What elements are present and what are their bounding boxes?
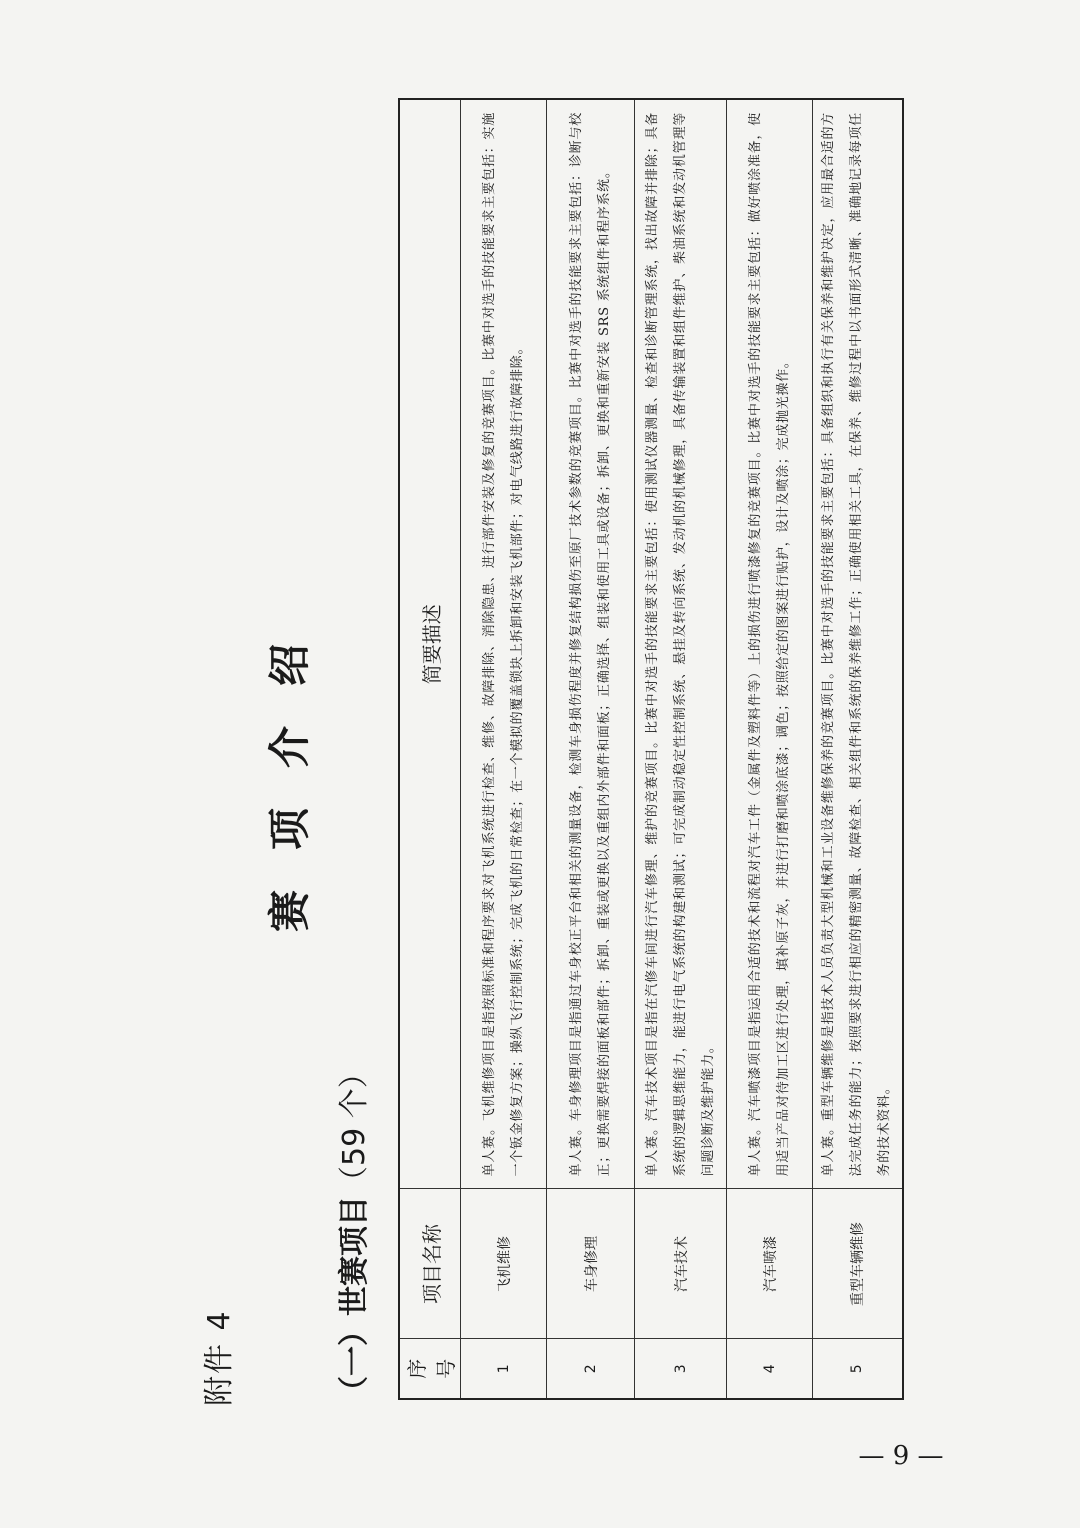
row-seq: 4 (727, 1339, 813, 1399)
row-desc: 单人赛。飞机维修项目是指按照标准和程序要求对飞机系统进行检查、维修、故障排除、消除隐患、进行部件安装及修复的竞赛项目。比赛中对选手的技能要求主要包括：实施一个钣金修复方案；操纵飞行控制系统；完成飞机的日常检查；在一个模拟的覆盖锁块上拆卸和安装飞机部件；对电气线路进行故障排除。 (461, 99, 547, 1189)
table-row (635, 99, 727, 1399)
table-row (461, 99, 547, 1399)
row-seq: 2 (547, 1339, 635, 1399)
row-desc: 单人赛。车身修理项目是指通过车身校正平台和相关的测量设备，检测车身损伤程度并修复结构损伤至原厂技术参数的竞赛项目。比赛中对选手的技能要求主要包括：诊断与校正；更换需要焊接的面板和部件；拆卸、重装或更换以及重组内外部件和面板；正确选择、组装和使用工具或设备；拆卸、更换和重新安装 SRS 系统组件和程序系统。 (547, 99, 635, 1189)
row-seq: 1 (461, 1339, 547, 1399)
row-seq: 3 (635, 1339, 727, 1399)
row-seq: 5 (813, 1339, 903, 1399)
header-name: 项目名称 (399, 1189, 461, 1339)
header-desc: 简要描述 (399, 99, 461, 1189)
table-header-row (399, 99, 461, 1399)
document-title: 赛项介绍 (265, 604, 314, 933)
table-row (813, 99, 903, 1399)
attachment-label: 附件 4 (202, 1309, 237, 1406)
header-seq: 序号 (399, 1339, 461, 1399)
row-desc: 单人赛。汽车技术项目是指在汽修车间进行汽车修理、维护的竞赛项目。比赛中对选手的技能要求主要包括：使用测试仪器测量、检查和诊断管理系统，找出故障并排除；具备系统的逻辑思维能力，能进行电气系统的构建和测试；可完成制动稳定性控制系统、悬挂及转向系统、发动机的机械修理，具备传输装置和组件维护、柴油系统和发动机管理等问题诊断及维护能力。 (635, 99, 727, 1189)
row-name: 飞机维修 (461, 1189, 547, 1339)
row-name: 汽车喷漆 (727, 1189, 813, 1339)
section-count: （59 个） (337, 1058, 372, 1196)
rotated-page-content (200, 108, 960, 1428)
row-name: 重型车辆维修 (813, 1189, 903, 1339)
competition-items-table (398, 98, 904, 1400)
section-heading-text: （一）世赛项目 (337, 1196, 372, 1406)
table-row (727, 99, 813, 1399)
row-desc: 单人赛。重型车辆维修是指技术人员负责大型机械和工业设备维修保养的竞赛项目。比赛中对选手的技能要求主要包括：具备组织和执行有关保养和维护决定，应用最合适的方法完成任务的能力；按照要求进行相应的精密测量、故障检查、相关组件和系统的保养维修工作；正确使用相关工具，在保养、维修过程中以书面形式清晰、准确地记录每项任务的技术资料。 (813, 99, 903, 1189)
row-name: 汽车技术 (635, 1189, 727, 1339)
row-name: 车身修理 (547, 1189, 635, 1339)
row-desc: 单人赛。汽车喷漆项目是指运用合适的技术和流程对汽车工件（金属件及塑料件等）上的损伤进行喷漆修复的竞赛项目。比赛中对选手的技能要求主要包括：做好喷涂准备，使用适当产品对待加工区进行处理，填补原子灰，并进行打磨和喷涂底漆；调色；按照给定的图案进行贴护，设计及喷涂；完成抛光操作。 (727, 99, 813, 1189)
section-heading (330, 1058, 380, 1406)
table-row (547, 99, 635, 1399)
page-number: — 9 — (858, 1441, 944, 1471)
